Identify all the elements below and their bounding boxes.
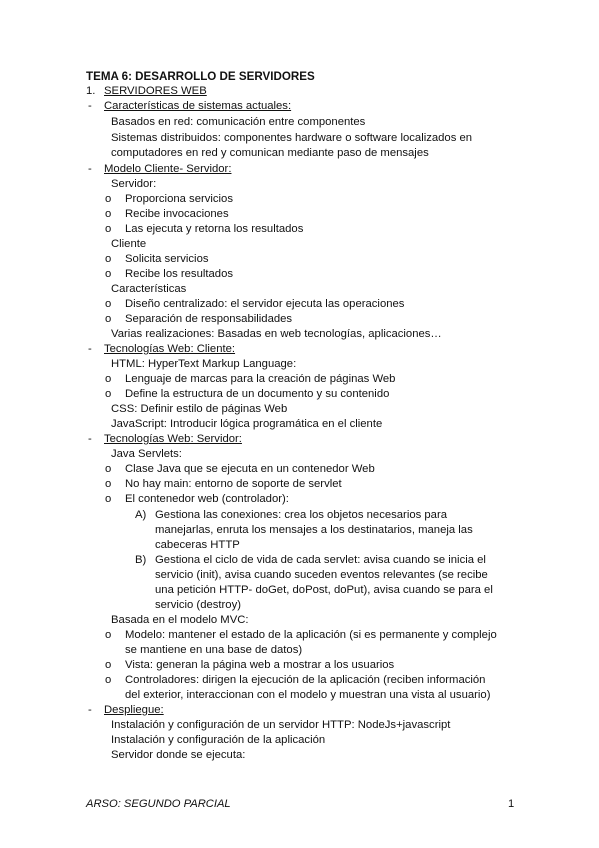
circle-bullet: o [105,223,112,235]
circle-bullet: o [105,313,112,325]
text-line: Java Servlets: [111,448,182,460]
dash-bullet: - [88,163,92,175]
dash-bullet: - [88,343,92,355]
list-item: Define la estructura de un documento y su contenido [125,388,390,400]
section-heading: SERVIDORES WEB [104,85,207,97]
page-number: 1 [508,798,515,810]
text-line: se mantiene en una base de datos) [125,644,303,656]
text-line: Gestiona el ciclo de vida de cada servlet: avisa cuando se inicia el [155,554,486,566]
text-line: Instalación y configuración de un servidor HTTP: NodeJs+javascript [111,719,451,731]
text-line: Instalación y configuración de la aplicación [111,734,326,746]
list-item: Recibe invocaciones [125,208,229,220]
text-line: manejarlas, enruta los mensajes a los destinatarios, maneja las [155,524,473,536]
letter-marker-a: A) [135,509,147,521]
text-line: JavaScript: Introducir lógica programática en el cliente [111,418,383,430]
circle-bullet: o [105,388,112,400]
circle-bullet: o [105,478,112,490]
circle-bullet: o [105,298,112,310]
list-item: Clase Java que se ejecuta en un contenedor Web [125,463,375,475]
text-line: Basados en red: comunicación entre componentes [111,116,366,128]
dash-bullet: - [88,433,92,445]
footer-text: ARSO: SEGUNDO PARCIAL [86,798,231,810]
text-line: cabeceras HTTP [155,539,240,551]
dash-bullet: - [88,100,92,112]
text-line: del exterior, interaccionan con el modelo y muestran una vista al usuario) [125,689,491,701]
circle-bullet: o [105,493,112,505]
list-item: El contenedor web (controlador): [125,493,289,505]
circle-bullet: o [105,463,112,475]
subheading-despliegue: Despliegue: [104,704,164,716]
text-line: Gestiona las conexiones: crea los objetos necesarios para [155,509,448,521]
text-line: una petición HTTP- doGet, doPost, doPut), avisa cuando se para el [155,584,493,596]
subheading-tecnologias-servidor: Tecnologías Web: Servidor: [104,433,242,445]
text-line: computadores en red y comunican mediante paso de mensajes [111,147,429,159]
text-line: servicio (init), avisa cuando suceden eventos relevantes (se recibe [155,569,488,581]
list-item: Vista: generan la página web a mostrar a los usuarios [125,659,395,671]
list-item: Recibe los resultados [125,268,234,280]
text-line: Características [111,283,187,295]
text-line: Sistemas distribuidos: componentes hardware o software localizados en [111,132,473,144]
list-item: Solicita servicios [125,253,209,265]
text-line: HTML: HyperText Markup Language: [111,358,297,370]
list-item: Modelo: mantener el estado de la aplicación (si es permanente y complejo [125,629,497,641]
text-line: Cliente [111,238,147,250]
circle-bullet: o [105,193,112,205]
letter-marker-b: B) [135,554,147,566]
circle-bullet: o [105,268,112,280]
circle-bullet: o [105,208,112,220]
text-line: CSS: Definir estilo de páginas Web [111,403,288,415]
list-item: Diseño centralizado: el servidor ejecuta las operaciones [125,298,405,310]
text-line: servicio (destroy) [155,599,242,611]
list-item: Las ejecuta y retorna los resultados [125,223,304,235]
subheading-tecnologias-cliente: Tecnologías Web: Cliente: [104,343,236,355]
subheading-modelo-cliente-servidor: Modelo Cliente- Servidor: [104,163,232,175]
text-line: Servidor donde se ejecuta: [111,749,246,761]
text-line: Basada en el modelo MVC: [111,614,249,626]
circle-bullet: o [105,674,112,686]
circle-bullet: o [105,629,112,641]
text-line: Servidor: [111,178,157,190]
list-item: Controladores: dirigen la ejecución de la aplicación (reciben información [125,674,486,686]
circle-bullet: o [105,659,112,671]
list-item: No hay main: entorno de soporte de servlet [125,478,342,490]
circle-bullet: o [105,373,112,385]
dash-bullet: - [88,704,92,716]
text-line: Varias realizaciones: Basadas en web tecnologías, aplicaciones… [111,328,442,340]
list-item: Lenguaje de marcas para la creación de páginas Web [125,373,396,385]
subheading-caracteristicas: Características de sistemas actuales: [104,100,292,112]
section-number: 1. [86,85,96,97]
document-title: TEMA 6: DESARROLLO DE SERVIDORES [86,70,315,83]
list-item: Proporciona servicios [125,193,233,205]
list-item: Separación de responsabilidades [125,313,293,325]
circle-bullet: o [105,253,112,265]
